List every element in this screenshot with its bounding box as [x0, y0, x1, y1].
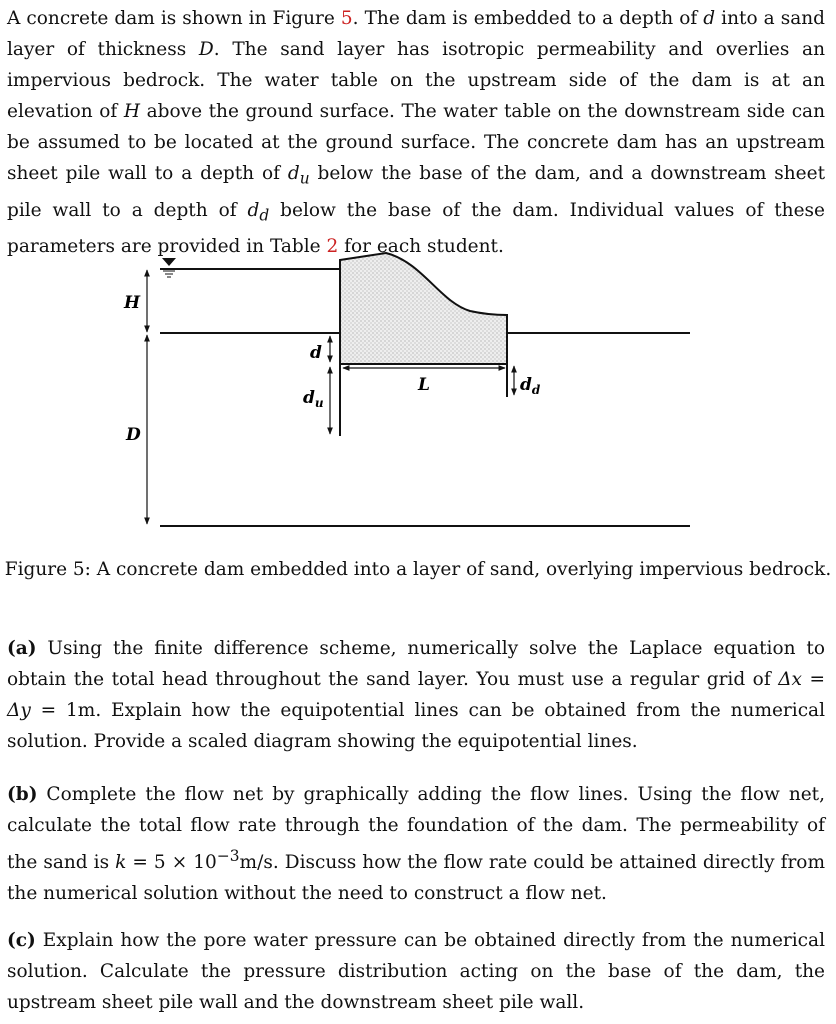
intro-text: below the base of the dam. Individual values of these parameters are provided in Table [7, 199, 825, 258]
du-label: $d_u$ [303, 388, 324, 410]
intro-text: A concrete dam is shown in Figure [7, 8, 341, 29]
part-a-unit: 1m [66, 700, 96, 721]
var-D: D [198, 39, 214, 60]
var-dd-subscript: d [259, 206, 270, 225]
h-label: H [124, 293, 141, 313]
dd-label: $d_d$ [520, 375, 541, 397]
part-c-label: (c) [7, 930, 36, 951]
exponent: −3 [216, 847, 240, 865]
part-a-label: (a) [7, 638, 37, 659]
intro-text: for each student. [338, 236, 504, 258]
intro-text: . The dam is embedded to a depth of [352, 8, 704, 29]
var-k: k [115, 852, 127, 874]
figure-ref-link[interactable]: 5 [340, 8, 353, 29]
part-a-text: Using the finite difference scheme, numerically solve the Laplace equation to obtain the total head throughout the sand layer. You must use a regular grid of [7, 638, 825, 690]
var-du: d [287, 163, 300, 184]
part-a-text: . Explain how the equipotential lines can be obtained from the numerical solution. Provide a scaled diagram showing the equipotential lines. [7, 700, 825, 752]
part-c-paragraph [7, 925, 825, 1018]
part-b-text: = 5 × 10 [126, 852, 217, 874]
intro-text: . The sand layer has isotropic permeability and overlies an impervious bedrock. The water table on the upstream side of the dam is at an elevation of [7, 39, 825, 122]
intro-text: into a sand layer of thickness [7, 8, 825, 60]
var-d: d [703, 8, 716, 29]
intro-paragraph [7, 3, 825, 262]
part-a-paragraph [7, 633, 825, 757]
figure-caption: Figure 5: A concrete dam embedded into a layer of sand, overlying impervious bedrock. [4, 559, 832, 580]
table-ref-link[interactable]: 2 [326, 236, 339, 258]
concrete-dam [340, 253, 507, 364]
intro-text: above the ground surface. The water table on the downstream side can be assumed to be located at the ground surface. The concrete dam has an upstream sheet pile wall to a depth of [7, 101, 825, 184]
intro-text: below the base of the dam, and a downstream sheet pile wall to a depth of [7, 163, 826, 221]
dam-figure [0, 230, 836, 540]
part-a-grid-math: Δx = Δy = [7, 669, 825, 721]
part-b-label: (b) [7, 784, 38, 805]
D-label: D [126, 425, 141, 445]
var-du-subscript: u [299, 169, 310, 188]
part-c-text: Explain how the pore water pressure can be obtained directly from the numerical solution. Calculate the pressure distribution acting on the base of the dam, the upstream sheet pile wall and the downstream sheet pile wall. [7, 930, 825, 1013]
part-b-text: Complete the flow net by graphically adding the flow lines. Using the flow net, calculate the total flow rate through the foundation of the dam. The permeability of the sand is [7, 784, 825, 874]
water-level-icon [162, 258, 176, 277]
d-label: d [310, 343, 322, 363]
var-dd: d [247, 199, 260, 221]
var-H: H [123, 101, 141, 122]
part-b-paragraph [7, 779, 825, 909]
L-label: L [418, 375, 430, 395]
part-b-text: m/s. Discuss how the flow rate could be attained directly from the numerical solution without the need to construct a flow net. [7, 852, 825, 905]
